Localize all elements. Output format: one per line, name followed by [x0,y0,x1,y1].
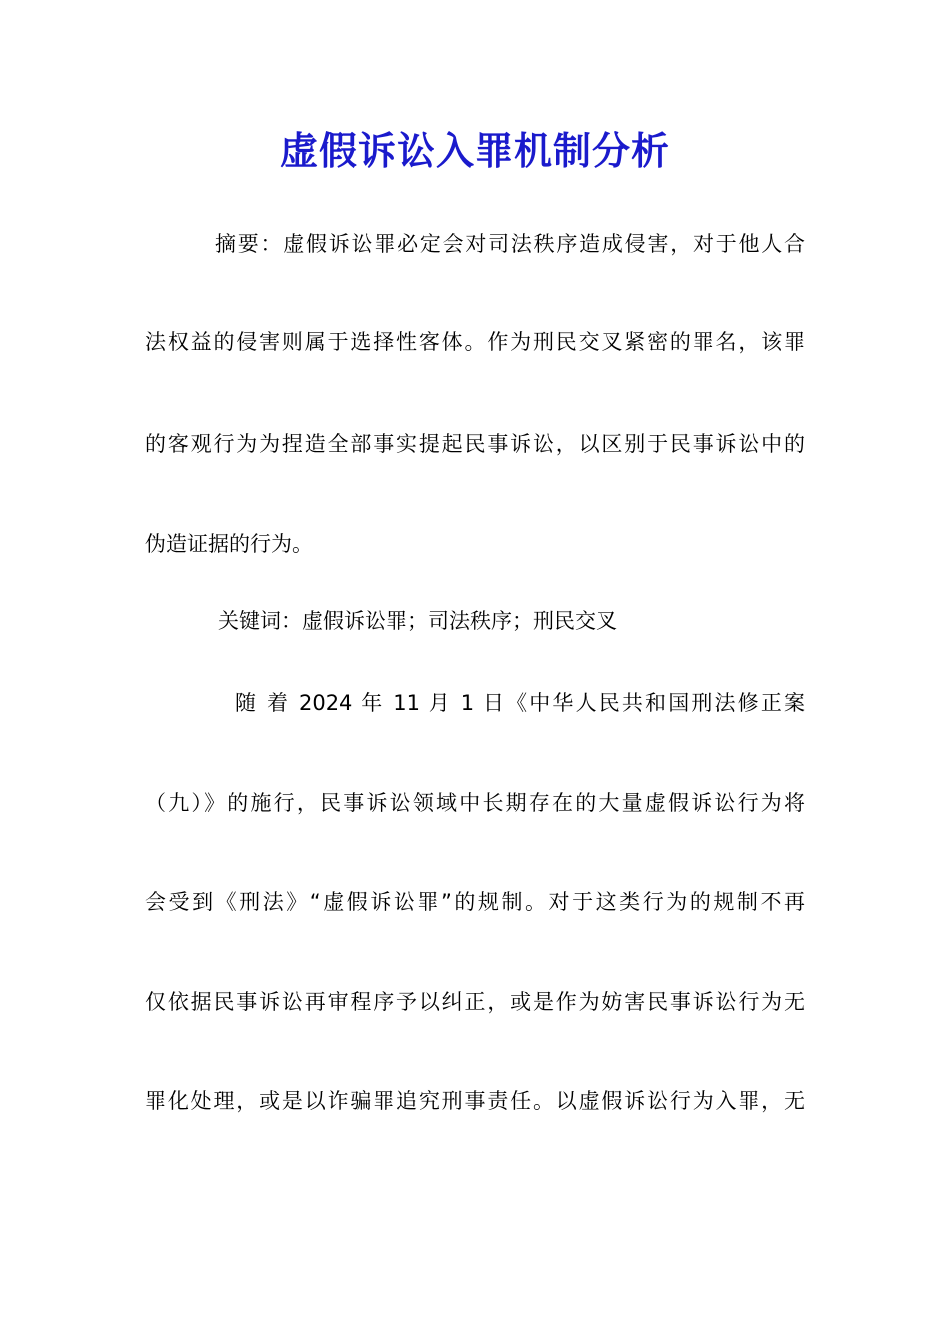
abstract-line-3: 的客观行为为捏造全部事实提起民事诉讼，以区别于民事诉讼中的 [145,432,805,456]
keywords-line: 关键词：虚假诉讼罪；司法秩序；刑民交叉 [218,609,617,633]
abstract-line-1: 摘要：虚假诉讼罪必定会对司法秩序造成侵害，对于他人合 [215,232,805,256]
abstract-line-2: 法权益的侵害则属于选择性客体。作为刑民交叉紧密的罪名，该罪 [145,330,805,354]
body-line-2: （九）》的施行，民事诉讼领域中长期存在的大量虚假诉讼行为将 [145,791,805,815]
body-line-4: 仅依据民事诉讼再审程序予以纠正，或是作为妨害民事诉讼行为无 [145,990,805,1014]
body-line-5: 罪化处理，或是以诈骗罪追究刑事责任。以虚假诉讼行为入罪，无 [145,1089,805,1113]
abstract-line-4: 伪造证据的行为。 [145,532,313,556]
document-title: 虚假诉讼入罪机制分析 [279,128,670,173]
body-line-1: 随 着 2024 年 11 月 1 日《中华人民共和国刑法修正案 [235,691,805,715]
body-line-3: 会受到《刑法》“虚假诉讼罪”的规制。对于这类行为的规制不再 [145,890,805,914]
